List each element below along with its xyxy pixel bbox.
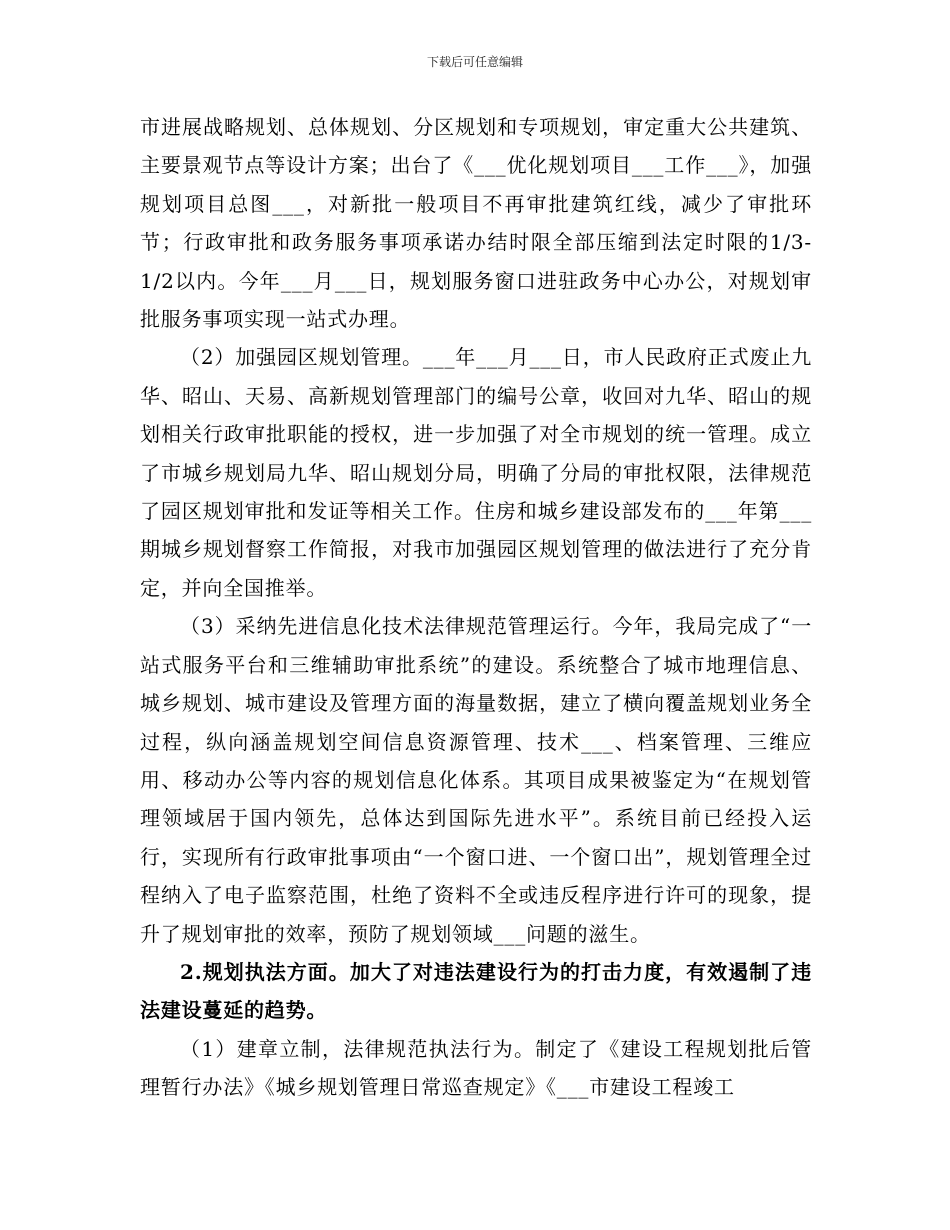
paragraph-park-planning: （2）加强园区规划管理。___年___月___日，市人民政府正式废止九华、昭山、天易、高新规划管理部门的编号公章，收回对九华、昭山的规划相关行政审批职能的授权，进一步加强了对全市规划的统一管理。成立了市城乡规划局九华、昭山规划分局，明确了分局的审批权限，法律规范了园区规划审批和发证等相关工作。住房和城乡建设部发布的___年第___期城乡规划督察工作简报，对我市加强园区规划管理的做法进行了充分肯定，并向全国推举。 [140, 345, 812, 600]
paragraph-continuation: 市进展战略规划、总体规划、分区规划和专项规划，审定重大公共建筑、主要景观节点等设计方案；出台了《___优化规划项目___工作___》，加强规划项目总图___，对新批一般项目不再审批建筑红线，减少了审批环节；行政审批和政务服务事项承诺办结时限全部压缩到法定时限的1/3-1/2以内。今年___月___日，规划服务窗口进驻政务中心办公，对规划审批服务事项实现一站式办理。 [140, 115, 812, 332]
document-body [140, 108, 812, 1107]
paragraph-informatization: （3）采纳先进信息化技术法律规范管理运行。今年，我局完成了“一站式服务平台和三维辅助审批系统”的建设。系统整合了城市地理信息、城乡规划、城市建设及管理方面的海量数据，建立了横向覆盖规划业务全过程，纵向涵盖规划空间信息资源管理、技术___、档案管理、三维应用、移动办公等内容的规划信息化体系。其项目成果被鉴定为“在规划管理领域居于国内领先，总体达到国际先进水平”。系统目前已经投入运行，实现所有行政审批事项由“一个窗口进、一个窗口出”，规划管理全过程纳入了电子监察范围，杜绝了资料不全或违反程序进行许可的现象，提升了规划审批的效率，预防了规划领域___问题的滋生。 [140, 614, 812, 946]
paragraph-regulations: （1）建章立制，法律规范执法行为。制定了《建设工程规划批后管理暂行办法》《城乡规划管理日常巡查规定》《___市建设工程竣工 [140, 1036, 812, 1100]
section-heading-enforcement: 2.规划执法方面。加大了对违法建设行为的打击力度，有效遏制了违法建设蔓延的趋势。 [140, 959, 812, 1023]
page-header: 下载后可任意编辑 [426, 55, 523, 69]
